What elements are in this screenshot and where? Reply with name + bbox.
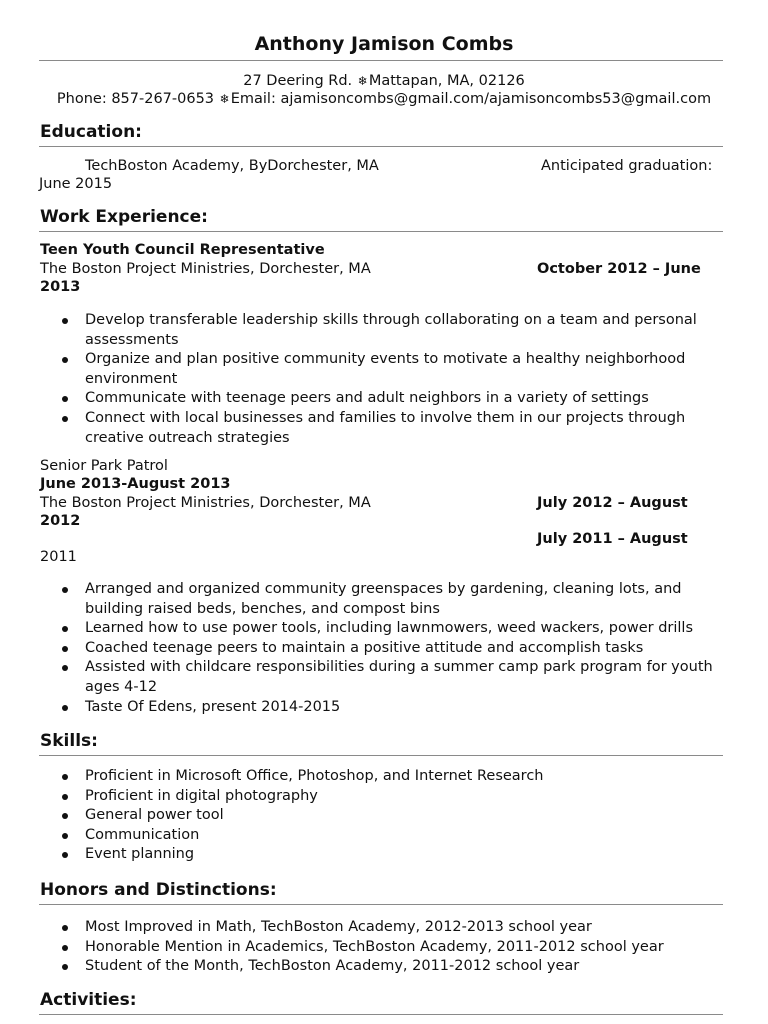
bullet-icon xyxy=(62,646,68,652)
bullet-icon xyxy=(62,794,68,800)
phone-number: Phone: 857-267-0653 xyxy=(56,91,215,107)
list-item: Arranged and organized community greenspaces by gardening, cleaning lots, and building raised beds, benches, and compost bins xyxy=(62,580,732,619)
separator-icon: ❄ xyxy=(219,92,230,106)
list-item: Taste Of Edens, present 2014-2015 xyxy=(62,698,732,718)
job-organization: The Boston Project Ministries, Dorchester, MA xyxy=(40,261,371,277)
job-dates-continued: 2013 xyxy=(40,279,81,295)
graduation-label: Anticipated graduation: xyxy=(541,158,713,174)
email-address: Email: ajamisoncombs@gmail.com/ajamisoncombs53@gmail.com xyxy=(230,91,712,107)
job-dates: October 2012 – June xyxy=(537,261,701,277)
work-divider xyxy=(39,231,723,232)
skills-heading: Skills: xyxy=(40,731,98,751)
list-item: Communication xyxy=(62,826,732,846)
contact-line xyxy=(0,91,768,107)
list-item: Develop transferable leadership skills through collaborating on a team and personal assessments xyxy=(62,311,732,350)
bullet-icon xyxy=(62,705,68,711)
list-item: Honorable Mention in Academics, TechBoston Academy, 2011-2012 school year xyxy=(62,938,732,958)
street-address: 27 Deering Rd. xyxy=(243,73,353,89)
address-line xyxy=(0,73,768,89)
bullet-icon xyxy=(62,925,68,931)
list-item: Learned how to use power tools, including lawnmowers, weed wackers, power drills xyxy=(62,619,732,639)
graduation-date: June 2015 xyxy=(39,176,113,192)
work-experience-heading: Work Experience: xyxy=(40,207,208,227)
skills-list xyxy=(62,767,732,865)
bullet-icon xyxy=(62,357,68,363)
list-item: Student of the Month, TechBoston Academy, 2011-2012 school year xyxy=(62,957,732,977)
honors-list xyxy=(62,918,732,977)
education-divider xyxy=(39,146,723,147)
honors-heading: Honors and Distinctions: xyxy=(40,880,277,900)
list-item: Assisted with childcare responsibilities during a summer camp park program for youth ages 4-12 xyxy=(62,658,732,697)
bullet-icon xyxy=(62,852,68,858)
list-item: Proficient in Microsoft Office, Photoshop, and Internet Research xyxy=(62,767,732,787)
job-organization: The Boston Project Ministries, Dorchester, MA xyxy=(40,495,371,511)
activities-divider xyxy=(39,1014,723,1015)
list-item: General power tool xyxy=(62,806,732,826)
honors-divider xyxy=(39,904,723,905)
resume-name: Anthony Jamison Combs xyxy=(254,33,514,55)
job2-duties-list xyxy=(62,580,732,717)
job-title: Senior Park Patrol xyxy=(40,458,168,474)
bullet-icon xyxy=(62,416,68,422)
skills-divider xyxy=(39,755,723,756)
list-item: Proficient in digital photography xyxy=(62,787,732,807)
activities-heading: Activities: xyxy=(40,990,137,1010)
list-item: Connect with local businesses and families to involve them in our projects through creative outreach strategies xyxy=(62,409,732,448)
bullet-icon xyxy=(62,318,68,324)
separator-icon: ❄ xyxy=(357,74,368,88)
bullet-icon xyxy=(62,587,68,593)
education-heading: Education: xyxy=(40,122,142,142)
list-item: Event planning xyxy=(62,845,732,865)
job-dates: July 2012 – August xyxy=(537,495,688,511)
list-item: Most Improved in Math, TechBoston Academy, 2012-2013 school year xyxy=(62,918,732,938)
name-divider xyxy=(39,60,723,61)
job-dates: July 2011 – August xyxy=(537,531,688,547)
bullet-icon xyxy=(62,396,68,402)
job-dates-continued: 2012 xyxy=(40,513,81,529)
bullet-icon xyxy=(62,626,68,632)
job-subtitle-dates: June 2013-August 2013 xyxy=(40,476,231,492)
job1-duties-list xyxy=(62,311,732,448)
bullet-icon xyxy=(62,833,68,839)
bullet-icon xyxy=(62,945,68,951)
bullet-icon xyxy=(62,774,68,780)
list-item: Communicate with teenage peers and adult neighbors in a variety of settings xyxy=(62,389,732,409)
education-school: TechBoston Academy, ByDorchester, MA xyxy=(85,158,379,174)
list-item: Coached teenage peers to maintain a positive attitude and accomplish tasks xyxy=(62,639,732,659)
bullet-icon xyxy=(62,813,68,819)
bullet-icon xyxy=(62,665,68,671)
job-title: Teen Youth Council Representative xyxy=(40,242,325,258)
city-state-zip: Mattapan, MA, 02126 xyxy=(368,73,525,89)
bullet-icon xyxy=(62,964,68,970)
job-dates-continued: 2011 xyxy=(40,549,77,565)
list-item: Organize and plan positive community events to motivate a healthy neighborhood environment xyxy=(62,350,732,389)
